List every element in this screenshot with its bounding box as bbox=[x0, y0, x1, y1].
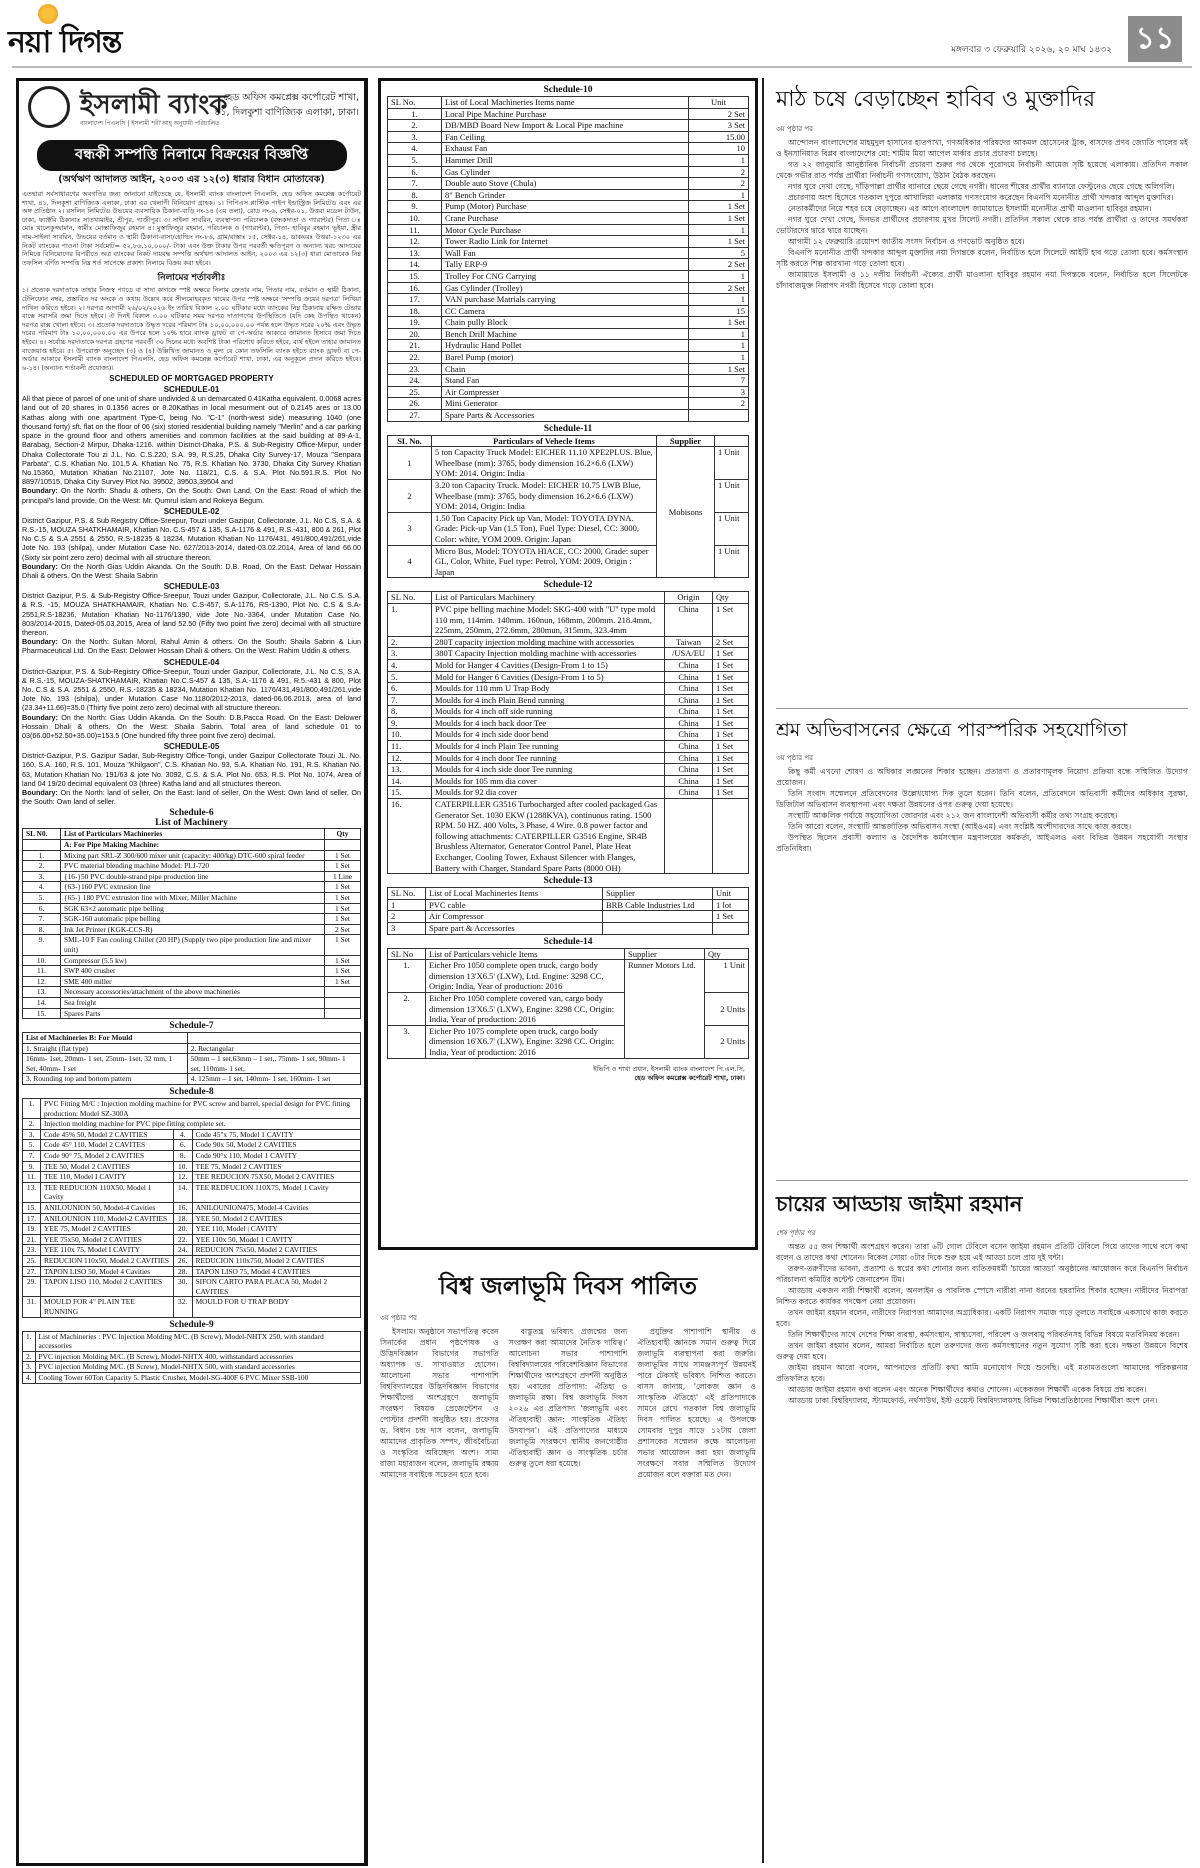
masthead-divider bbox=[12, 66, 1192, 68]
table-row: 1. PVC pipe belling machine Model: SKG-400 with "U" type mold 110 mm, 114mm. 140mm. 160nun, 168mm, 200mm. 218.4mm, 225mm, 250mm, 272.6mm, 280mun, 315mm, 323.4mm China 1 Set bbox=[388, 603, 749, 636]
schedule-7-title: Schedule-7 bbox=[169, 1021, 214, 1032]
paragraph: আন্দোলন বাংলাদেশের মাহমুদুল হাসানের হাতপাখা, গণঅধিকার পরিষদের আকমল হোসেনের ট্রাক, বাসদের প্রণব জ্যোতি পালের মই ও ইনসানিয়াত বিপ্লব বাংলাদেশের মো: শামীম মিয়া আপেল মার্কার প্রচার প্রচারণা চলছে। bbox=[776, 138, 1188, 158]
schedule-05-boundary: Boundary: On the North: land of seller, On the East: land of seller, On the West: Own land of seller, On the South: Own land of seller. bbox=[22, 788, 362, 807]
table-row: 2 Air Compressor 1 Set bbox=[388, 911, 749, 923]
article-headline[interactable]: বিশ্ব জলাভূমি দিবস পালিত bbox=[438, 1272, 698, 1300]
table-row: 3. PVC injection Molding M/C. (B Screw), Model-NHTX 500, with standard accessories bbox=[23, 1362, 361, 1373]
paragraph: উপস্থিত ছিলেন প্রবাসী কল্যাণ ও বৈদেশিক কর্মসংস্থান মন্ত্রণালয়ের কর্মকর্তা, আইএলও এবং বিভিন্ন উন্নয়ন সহযোগী সংস্থার প্রতিনিধিরা। bbox=[776, 833, 1188, 853]
masthead bbox=[0, 0, 1200, 62]
table-row: 7. Moulds for 4 inch Plain Bend running China 1 Set bbox=[388, 694, 749, 706]
schedule-01-boundary: Boundary: On the North: Shadu & others, On the South: Own Land, On the East: Road of which the principal's land provide, On the West: Mr. Qumrul islam and Rokeya Begum. bbox=[22, 486, 362, 505]
paragraph: জামায়াতে ইসলামী ও ১১ দলীয় নির্বাচনী ঐক্যের প্রার্থী মাওলানা হাবিবুর রহমান নয়া দিগন্তকে বলেন, নির্বাচিত হলে সিলেটকে চাঁদাবাজমুক্ত নিরাপদ নগরী হিসেবে গড়ে তোলা হবে। bbox=[776, 270, 1188, 290]
table-row: 22. Barel Pump (motor) 1 bbox=[388, 352, 749, 364]
newspaper-logo[interactable]: নয়া দিগন্ত bbox=[8, 18, 121, 69]
schedule-8-title: Schedule-8 bbox=[169, 1087, 214, 1098]
table-row: 11. SWP 400 crusher 1 Set bbox=[23, 966, 361, 977]
table-row: 3 1.50 Ton Capacity Pick up Van, Model: TOYOTA DYNA. Grade: Pick-up Van (1.5 Ton), Fuel Type: Diesel, CC: 3000, Color: white, YOM 2009. Origin: Japan 1 Unit bbox=[388, 512, 749, 545]
paragraph: তখন জাইমা রহমান বলেন, আমরা নির্বাচিত হলে তরুণদের জন্য কর্মসংস্থানের নতুন সুযোগ সৃষ্টি করা হবে। দক্ষতা উন্নয়নে বিশেষ গুরুত্ব দেয়া হবে। bbox=[776, 1341, 1188, 1361]
schedule-14-title: Schedule-14 bbox=[543, 936, 593, 947]
article-headline[interactable]: চায়ের আড্ডায় জাইমা রহমান bbox=[776, 1192, 1023, 1216]
article-headline[interactable]: মাঠ চষে বেড়াচ্ছেন হাবিব ও মুক্তাদির bbox=[776, 87, 1096, 112]
table-row: 8. Ink Jet Printer (KGK-CCS-R) 2 Set bbox=[23, 924, 361, 935]
paragraph: তিনি আরো বলেন, সংস্থাটি আন্তর্জাতিক অভিবাসন সংস্থা (আইওএম) এবং সংশ্লিষ্ট অংশীদারদের সাথে কাজ করছে। bbox=[788, 822, 1132, 831]
table-row: 3. Eicher Pro 1075 complete open truck, cargo body dimension 16'X6.7' (LXW), Engine: 3298 CC. Origin: India, Year of production: 2016 2 Units bbox=[388, 1025, 749, 1058]
table-row: 15. Spares Parts bbox=[23, 1008, 361, 1019]
table-row: 3. Code 45% 50, Model 2 CAVITIES 4. Code 45"x 75, Model 1 CAVITY bbox=[23, 1129, 361, 1140]
article-divider bbox=[776, 1180, 1188, 1181]
table-row: 23. Chain 1 Set bbox=[388, 363, 749, 375]
schedule-6-table: SL N0. List of Particulars Machineries Qty A: For Pipe Making Machine: 1. Mixing part SRL-Z 300/600 mixer unit (capacity: 400/kg) DTC-600 spiral feeder 1 Set 2. PVC material blending machine Model: PLJ-720 1 Set 3. {16-}50 PVC double-strand pipe production line 1 Line 4. {63-}160 PVC extrusion line 1 Set 5. {65-} 180 PVC extrusion line with Mixer, Miller Machine 1 Set 6. SGK 63×2 automatic pipe belling 1 Set 7. SGK-160 automatic pipe belling 1 Set 8. Ink Jet Printer (KGK-CCS-R) 2 Set 9. SML-10 F Fan cooling Chiller (20 HP) (Supply two pipe production line and mixer unit) 1 Set 10. Compressor (5.5 kw) 1 Set 11. SWP 400 crusher 1 Set 12. SME 400 miller 1 Set 13. Necessary accessories/attachment of the above machineries 14. Sea freight 15. Spares Parts bbox=[22, 828, 361, 1019]
table-row: 11. Motor Cycle Purchase 1 bbox=[388, 224, 749, 236]
table-row: 9. Pump (Motor) Purchase 1 Set bbox=[388, 201, 749, 213]
table-row: 16. CATERPILLER G3516 Turbocharged after cooled packaged Gas Generator Set. 1030 EKW (1288KVA), continuous rating. 1500 RPM. 50 HZ. 400 Volts, 3 Phase, 4 Wire. 0.8 power factor and following attachments: CATERPILLER G3516 Engine, SR4B Brushless Alternator, Generator Control Panel, Plate Heat Exchanger, Cooling Tower, Exhaust Silencer with Flanges, Battery with Charger, Standard Spare Parts (8000 OH) bbox=[388, 799, 749, 874]
page-number: ১১ bbox=[1128, 16, 1182, 62]
article-zaima-rahman[interactable] bbox=[776, 1188, 1188, 1406]
table-row: 6. SGK 63×2 automatic pipe belling 1 Set bbox=[23, 903, 361, 914]
paragraph: নগর ঘুরে দেখা গেছে, দাঁড়িপাল্লা প্রার্থীর ব্যানারে ছেয়ে গেছে নগরী। ধানের শীষের প্রার্থীর ব্যানারে ফেস্টুনেও ছেয়ে গেছে অলিগলি। bbox=[788, 182, 1175, 191]
table-row: 4. Exhaust Fan 10 bbox=[388, 143, 749, 155]
table-row: 1 PVC cable BRB Cable Industries Ltd 1 lot bbox=[388, 899, 749, 911]
article-kicker: ৩য় পৃষ্ঠার পর bbox=[380, 1314, 417, 1322]
table-row: 11. TEE 110, Model I CAVITY 12. TEE REDUCION 75X50, Model 2 CAVITIES bbox=[23, 1172, 361, 1183]
schedule-12-title: Schedule-12 bbox=[543, 580, 593, 591]
table-row: 3. Fan Ceiling 15.00 bbox=[388, 131, 749, 143]
schedule-12-table: SL No. List of Particulars Machinery Origin Qty 1. PVC pipe belling machine Model: SKG-400 with "U" type mold 110 mm, 114mm. 140mm. 160nun, 168mm, 200mm. 218.4mm, 225mm, 250mm, 272.6mm, 280mun, 315mm, 323.4mm China 1 Set 2. 280T capacity injection molding machine with accessories Taiwan 2 Set 3. 380T Capacity Injection molding machine with accessories /USA/EU 1 Set 4. Mold for Hanger 4 Cavities (Design-From 1 to 15) China 1 Set 5. Mold for Hanger 6 Cavities (Design-From 1 to 5) China 1 Set 6. Moulds for 110 mm U Trap Body China 1 Set 7. Moulds for 4 inch Plain Bend running China 1 Set 8. Moulds for 4 inch off side running China 1 Set 9. Moulds for 4 inch back door Tee China 1 Set 10. Moulds for 4 inch side door bend China 1 Set 11. Moulds for 4 inch Plain Tee running China 1 Set 12. Moulds for 4 inch door Tee running China 1 Set 13. Moulds for 4 inch side door Tee running China 1 Set 14. Moulds for 105 mm dia cover China 1 Set 15. Moulds for 92 dia cover China 1 Set 16. CATERPILLER G3516 Turbocharged after cooled packaged Gas Generator Set. 1030 EKW (1288KVA), continuous rating. 1500 RPM. 50 HZ. 400 Volts, 3 Phase, 4 Wire. 0.8 power factor and following attachments: CATERPILLER G3516 Engine, SR4B Brushless Alternator, Generator Control Panel, Plate Heat Exchanger, Cooling Tower, Exhaust Silencer with Flanges, Battery with Charger, Standard Spare Parts (8000 OH) bbox=[387, 591, 749, 874]
article-body bbox=[776, 137, 1188, 291]
paragraph: তিনি শিক্ষার্থীদের সাথে দেশের শিক্ষা ব্যবস্থা, কর্মসংস্থান, স্বাস্থ্যসেবা, পরিবেশ ও জলবায়ু পরিবর্তনসহ বিভিন্ন বিষয়ে মতবিনিময় করেন। bbox=[788, 1330, 1180, 1339]
table-row: 14. Tally ERP-9 2 Set bbox=[388, 259, 749, 271]
conditions-title: নিলামের শর্তাবলীঃ bbox=[157, 273, 226, 284]
table-row: 25. Air Compresser 3 bbox=[388, 386, 749, 398]
table-row: 6. Moulds for 110 mm U Trap Body China 1 Set bbox=[388, 683, 749, 695]
table-row: 2. PVC material blending machine Model: PLJ-720 1 Set bbox=[23, 861, 361, 872]
table-row: 14. Sea freight bbox=[23, 997, 361, 1008]
table-row: 6. Gas Cylinder 2 bbox=[388, 166, 749, 178]
schedule-04-boundary: Boundary: On the North: Gias Uddin Akanda. On the South: D.B.Pacca Road. On the East: Delower Hossain Dhali & others. On the West: Shaila Sabrin. Total area of land schedule 01 to 03(66.00+52.50+35.00)=153.5 (One hundred fifty three point five zero) decimal. bbox=[22, 712, 362, 740]
issue-date: মঙ্গলবার ৩ ফেব্রুয়ারি ২০২৬, ২০ মাঘ ১৪৩২ bbox=[951, 45, 1112, 55]
schedule-11-title: Schedule-11 bbox=[543, 423, 593, 434]
table-row: 1. Mixing part SRL-Z 300/600 mixer unit (capacity: 400/kg) DTC-600 spiral feeder 1 Set bbox=[23, 850, 361, 861]
article-body bbox=[776, 1241, 1188, 1406]
article-habib-muktadir[interactable] bbox=[776, 82, 1188, 291]
table-row: 16. Gas Cylinder (Trolley) 2 Set bbox=[388, 282, 749, 294]
table-row: 2. Eicher Pro 1050 complete covered van, cargo body dimension 13'X6.5' (LXW), Engine: 3298 CC, Origin: India, Year of production: 2016 2 Units bbox=[388, 992, 749, 1025]
article-labour-migration[interactable] bbox=[776, 716, 1188, 854]
table-row: 1 5 ton Capacity Truck Model: EICHER 11.10 XPE2PLUS. Blue, Wheelbase (mm): 3765, body dimension 16.2×6.6 (LXW) YOM: 2014. Origin: India Mobisons 1 Unit bbox=[388, 447, 749, 480]
table-row: 2. PVC injection Molding M/C. (B Screw), Model-NHTX 400, withstandard accessories bbox=[23, 1351, 361, 1362]
table-row: 1. List of Machineries : PVC Injection Molding M/C. (B Screw), Model-NHTX 250, with standard accessories bbox=[23, 1331, 361, 1351]
schedule-05-text: District-Gazipur, P.S. Gazipur Sadar, Sub-Registry Office-Tongi, under Gazipur Collectorate Touzi JL. No. 160, S.A. 160, R.S. 101, Mouza "Khilgaon", C.S. Khatian No. 93, S.A. Khatian No. 191, R.S. Khatian No. 63, Mutation Khatian No. 191/63 & jote No. 3092, C.S. & S.A. Plot No. 653, R.S. Plot No. 1074, Area of land 04 19/20 decimal equivalent 03 (three) Katha land and all structures thereon. bbox=[22, 751, 361, 788]
table-row: 18. CC Camera 15 bbox=[388, 305, 749, 317]
table-row: 11. Moulds for 4 inch Plain Tee running China 1 Set bbox=[388, 741, 749, 753]
article-divider bbox=[776, 708, 1188, 709]
column-divider bbox=[762, 78, 764, 1863]
article-headline[interactable]: শ্রম অভিবাসনের ক্ষেত্রে পারস্পরিক সহযোগিতা bbox=[776, 719, 1128, 741]
table-row: 10. Crane Purchase 1 Set bbox=[388, 212, 749, 224]
article-columns bbox=[380, 1326, 756, 1480]
table-row: 3. Rounding top and bottom pattern 4. 125mm – 1 set, 140mm- 1 set, 160mm- 1 set bbox=[23, 1074, 361, 1085]
table-row: 26. Mini Generator 2 bbox=[388, 398, 749, 410]
table-row: 9. SML-10 F Fan cooling Chiller (20 HP) (Supply two pipe production line and mixer unit) 1 Set bbox=[23, 935, 361, 955]
table-row: 19. YEE 75, Model 2 CAVITIES 20. YEE 110, Model | CAVITY bbox=[23, 1224, 361, 1235]
table-row: 29. TAPON LISO 110, Model 2 CAVITIES 30. SIFON CARTO PARA PLACA 50, Model 2 CAVITIES bbox=[23, 1277, 361, 1297]
table-row: 1. Straight (flat type) 2. Rectangular bbox=[23, 1043, 361, 1054]
table-row: 8. Moulds for 4 inch off side running China 1 Set bbox=[388, 706, 749, 718]
table-row: 17. ANILOUNION 110, Model-2 CAVITIES 18. YEE 50, Model 2 CAVITIES bbox=[23, 1213, 361, 1224]
table-row: 17. VAN purchase Matrials carrying 1 bbox=[388, 294, 749, 306]
table-row: 13. Necessary accessories/attachment of the above machineries bbox=[23, 987, 361, 998]
article-kicker: ৩য় পৃষ্ঠার পর bbox=[776, 125, 813, 133]
paragraph: আড্ডায় একজন নারী শিক্ষার্থী বলেন, অনলাইন ও পাবলিক স্পেসে নারীরা নানা ধরনের হয়রানির শিকার হচ্ছেন। নারীদের নিরাপত্তা নিশ্চিত করতে কার্যকর পদক্ষেপ নেয়া প্রয়োজন। bbox=[776, 1286, 1188, 1306]
table-row: 13. Moulds for 4 inch side door Tee running China 1 Set bbox=[388, 764, 749, 776]
schedule-13-title: Schedule-13 bbox=[543, 876, 593, 887]
schedule-6-title: Schedule-6 List of Machinery bbox=[155, 808, 228, 829]
table-row: 7. SGK-160 automatic pipe belling 1 Set bbox=[23, 914, 361, 925]
signature-block: ইভিপি ও শাখা প্রধান, ইসলামী ব্যাংক বাংলাদেশ পি.এল.সি, হেড অফিস কমপ্লেক্স কর্পোরেট শাখা, ঢাকা। bbox=[593, 1064, 745, 1082]
table-row: 3 Spare part & Accessories bbox=[388, 922, 749, 934]
schedule-9-table bbox=[22, 1331, 361, 1384]
schedule-01-text: All that piece of parcel of one unit of share undivided & un demarcated 0.41Katha equivalent. 0.0068 acres land out of 20 shares in 0.1356 acres or 8.20Kathas in local mesurment out of 0.2145 ares or 13.00 Kathas along with one apartment Type-C, being No. "C-1" (north-west side) measuring 1040 (one thousand forty) sft. flat on the floor of 06 (six) storied residential building namely "Merlin" and a car parking space in the ground floor and others amenities and common facilities at the said building at 89-A-1, Barabag, Section-2 Mirpur, Dhaka-1216. within District-Dhaka, P.S. & Sub-Registry Office-Mirpur, under Dhaka Collectorate Tou zi J.L. No. C.S.220, S.A. 99, R.S.25, Dhaka City Survey-17, Mouza "Senpara Parbata", C.S. Khatian No. 101,5 A. Khatian No. 75, R.S. Khatian No. 3730, Dhaka City Survey Khatian No.15360, Mutation Khatian No.21107, Jote No. 118/21, C.S. & S.A. Plot No.591.R.S. Plot No 8897/10515, Dhaka City Survey Plot No. 39502, 39503,39504 and bbox=[22, 394, 361, 487]
paragraph: তরুণ-তরুণীদের ভাবনা, প্রত্যাশা ও স্বপ্নের কথা শোনার জন্য ব্যতিক্রমধর্মী 'চায়ের আড্ডা' অনুষ্ঠানের আয়োজন করে বিএনপি নির্বাচন পরিচালনা কমিটির কন্টেন্ট জেনারেশন টিম। bbox=[776, 1264, 1188, 1284]
schedule-03-text: District Gazipur, P.S. & Sub-Registry Office-Sreepur, Touzi under Gazipur, Collectorate, J.L. No C.S. S.A. & R.S. -15, MOUZA SHATKHAMAIR, Khatian No. C.S-457, S.A-1176, RS-1390, Plot No. C.S & S.A-2551,R.S-18236, Mutation Khatian No-1176/1390, vide Jote No.-3364, under Mutation Case No. 803/2014-2015, Dated-05.03.2015, Area of land 52.50 (Fifty two point five zero) decimal with all structure thereon. bbox=[22, 591, 361, 637]
table-row: 15. Moulds for 92 dia cover China 1 Set bbox=[388, 787, 749, 799]
schedule-02-title: SCHEDULE-02 bbox=[163, 506, 220, 516]
table-row: 15. Trolley For CNG Carrying 1 bbox=[388, 270, 749, 282]
paragraph: অন্তত ৫৫ জন শিক্ষার্থী অংশগ্রহণ করেন। তারা ৬টি গোল টেবিলে বসেন জাইমা রহমান প্রতিটি টেবিলে গিয়ে তাদের সাথে বসে কথা বলেন ও তাদের কথা শোনেন। বিকেল সোয়া ৩টার দিকে শুরু হয়ে এই আড্ডা চলে প্রায় দুই ঘন্টা। bbox=[776, 1242, 1188, 1262]
bank-emblem-icon bbox=[28, 86, 70, 128]
table-row: 21. Hydraulic Hand Pollet 1 bbox=[388, 340, 749, 352]
table-row: 21. YEE 75x50, Model 2 CAVITIES 22. YEE 110x 50, Model 1 CAVITY bbox=[23, 1234, 361, 1245]
schedule-05-title: SCHEDULE-05 bbox=[163, 742, 220, 752]
schedule-7-table: List of Machineries B: For Mould 1. Straight (flat type) 2. Rectangular 16mm- 1set, 20mm- 1 set, 25mm- 1set, 32 mm, 1 Set, 40mm- 1 set 50mm – 1 set,63mm – 1 set,, 75mm- 1 set, 90mm- 1 set, 110mm- 1 set, 3. Rounding top and bottom pattern 4. 125mm – 1 set, 140mm- 1 set, 160mm- 1 set bbox=[22, 1032, 361, 1085]
branch-address: হেড অফিস কমপ্লেক্স কর্পোরেট শাখা, ৪১, দিলকুশা বাণিজ্যিক এলাকা, ঢাকা। bbox=[214, 92, 359, 118]
article-column: বাস্তুতন্ত্র ভবিষ্যৎ প্রজন্মের জন্য সংরক্ষণ করা আমাদের নৈতিক দায়িত্ব।' আলোচনা সভার পাশাপাশি বিশ্ববিদ্যালয়ের পরিবেশবিজ্ঞান বিভাগের শিক্ষার্থীদের অংশগ্রহণে প্রদর্শনী অনুষ্ঠিত হয়। এবারের প্রতিপাদ্য: ঐতিহ্য ও জলাভূমি রক্ষা। বিশ্ব জলাভূমি দিবস ২০২৬ এর প্রতিপাদ্য 'জলাভূমি এবং ঐতিহ্যবাহী জ্ঞান: সাংস্কৃতিক ঐতিহ্য উদযাপন'। এই প্রতিপাদ্যের মাধ্যমে জলাভূমি সংরক্ষণে স্থানীয় জনগোষ্ঠীর ঐতিহ্যবাহী জ্ঞান ও সাংস্কৃতিক চর্চার গুরুত্ব তুলে ধরা হয়েছে। bbox=[508, 1327, 628, 1468]
table-row: 2 3.20 ton Capacity Truck. Model: EICHER 10.75 LWB Blue, Wheelbase (mm): 3765, body dimension 16.2×6.6 (LXW) YOM: 2014, Origin: India 1 Unit bbox=[388, 480, 749, 513]
schedule-04-text: District-Gazipur, P.S. & Sub-Registry Office-Sreepur, Touzi under Gazipur, Collectorate, J.L. No C.S, S.A. & R.S.-15, MOUZA-SHATKHAMAIR, Khatian No.C.S-457 & 135, S.A.-1176 & 491, R.5.-431 & 800, Plot No. C.S & S.A. 2551 & 2550, R.S.-18235 & 18234, Mutation Khatian No. 1176/431,491/800,491/261,vide Jote No. 193 (shilpa), under Mutation Case No.1180/2012-2013, dated-06.06.2013, area of land (23.34+11.66)=35.0 (Thirty five point zero zero) decimal with all structure thereon. bbox=[22, 666, 361, 713]
table-row: 13. Wall Fan 5 bbox=[388, 247, 749, 259]
table-row: 12. Moulds for 4 inch door Tee running China 1 Set bbox=[388, 752, 749, 764]
schedule-11-table: SL No. Particulars of Vehecle Items Supplier 1 5 ton Capacity Truck Model: EICHER 11.10 XPE2PLUS. Blue, Wheelbase (mm): 3765, body dimension 16.2×6.6 (LXW) YOM: 2014. Origin: India Mobisons 1 Unit 2 3.20 ton Capacity Truck. Model: EICHER 10.75 LWB Blue, Wheelbase (mm): 3765, body dimension 16.2×6.6 (LXW) YOM: 2014, Origin: India 1 Unit 3 1.50 Ton Capacity Pick up Van, Model: TOYOTA DYNA. Grade: Pick-up Van (1.5 Ton), Fuel Type: Diesel, CC: 3000, Color: white, YOM 2009. Origin: Japan 1 Unit 4 Micro Bus, Model: TOYOTA HIACE, CC: 2000, Grade: super GL, Color, White, Fuel type: Petrol, YOM: 2009, Origin : Japan 1 Unit bbox=[387, 435, 749, 579]
table-row: 19. Chain pully Block 1 Set bbox=[388, 317, 749, 329]
paragraph: কিছু কর্মী এখনো শোষণ ও অধিকার লঙ্ঘনের শিকার হচ্ছেন। প্রতারণা ও প্রতারণামূলক নিয়োগ প্রক্রিয়া বন্ধে সম্মিলিত উদ্যোগ প্রয়োজন। bbox=[776, 767, 1188, 787]
notice-title: বন্ধকী সম্পত্তি নিলামে বিক্রয়ের বিজ্ঞপ্তি bbox=[37, 140, 347, 171]
paragraph: বিএনপি মনোনীত প্রার্থী খন্দকার আব্দুল মুক্তাদির নয়া দিগন্তকে বলেন, নির্বাচিত হলে সিলেটে আইটি হাব গড়ে তোলা হবে। কর্মসংস্থান সৃষ্টি করতে শিল্প কারখানা গড়ে তোলা হবে। bbox=[776, 248, 1188, 268]
table-row: 14. Moulds for 105 mm dia cover China 1 Set bbox=[388, 775, 749, 787]
article-body bbox=[776, 766, 1188, 854]
conditions-text: ১। প্রত্যেক দরদাতাকে তাহার নিজস্ব প্যাডে বা সাদা কাগজে স্পষ্ট অক্ষরে নিলাম ক্রেতার নাম, পিতার নাম, বর্তমান ও স্থায়ী ঠিকানা, টেলিফোন নম্বর, প্রস্তাবিত দর অংকে ও কথায় উল্লেখ করে সীলমোহরকৃত খামের উপর স্পষ্ট অক্ষরে 'সম্পত্তি ক্রয়ের দরপত্র' লিখিয়া দাখিল করিতে হইবে। ২। দরপত্র আগামী ২৬/০২/২০২৬ ইং তারিখ বিকাল ২.০০ ঘটিকার মধ্যে ব্যাংকের নিম্ন ঠিকানায় রক্ষিত টেন্ডার বাক্সে সরাসরি জমা দিতে হইবে। ঐ দিনই বিকাল ৩.০০ ঘটিকার সময় দরপত্র দাতাগণের উপস্থিতিতে (যদি কেহ উপস্থিত থাকেন) দরপত্র বাক্স খোলা হইবে। ৩। প্রত্যেক দরদাতাকে উদ্ধৃত দরের পরিমাণ টাঃ ১০,০০,০০০.০০ পর্যন্ত হলে উদ্ধৃত দরের ২০% এবং উদ্ধৃত দরের পরিমাণ টাঃ ১০,০০,০০০.০০ এর উপরে হলে ১০% হারে ব্যাংক ড্রাফট বা পে-অর্ডার আকারে জামানত হিসাবে জমা দিতে হইবে। ৪। সর্বোচ্চ দরদাতাকে দরপত্র গ্রহণের পরবর্তী ৩০ দিনের মধ্যে অবশিষ্ট টাকা পরিশোধ করিতে হইবে, ব্যর্থ হইলে তাহার জামানত বাজেয়াপ্ত হইবে। ৫। উপরোক্ত অনুচ্ছেদ (৩) ও (৪) উল্লিখিত জামানত ও মূল্য যে কোন তফসিলি ব্যাংক হইতে ব্যাংক ড্রাফট বা পে-অর্ডার আকারে ইসলামী ব্যাংক বাংলাদেশ পিএলসি, হেড অফিস কমপ্লেক্স কর্পোরেট শাখা, ঢাকা, এর অনুকূলে প্রদান করিতে হইবে। ৬-১৪। (অন্যান্য শর্তাবলী প্রযোজ্য)। bbox=[22, 286, 361, 372]
schedule-02-boundary: Boundary: On the North Gias Uddin Akanda. On the South: D.B. Road, On the East: Delwar Hossain Dhali & others. On the West: Shaila Sabrin bbox=[22, 561, 362, 580]
table-row: 9. TEE 50, Model 2 CAVITIES 10. TEE 75, Model 2 CAVITIES bbox=[23, 1161, 361, 1172]
table-row: 10. Moulds for 4 inch side door bend China 1 Set bbox=[388, 729, 749, 741]
paragraph: আড্ডায় ঢাকা বিশ্ববিদ্যালয়, স্ট্যামফোর্ড, নর্থসাউথ, ইস্ট ওয়েস্ট বিশ্ববিদ্যালয়সহ বিভিন্ন শিক্ষাপ্রতিষ্ঠানের শিক্ষার্থীরা অংশ নেন। bbox=[788, 1396, 1158, 1405]
table-row: 4. Mold for Hanger 4 Cavities (Design-From 1 to 15) China 1 Set bbox=[388, 659, 749, 671]
schedule-13-table: SL No. List of Local Machineries Items Supplier Unit 1 PVC cable BRB Cable Industries Ltd 1 lot 2 Air Compressor 1 Set 3 Spare part & Accessories bbox=[387, 887, 749, 934]
table-row: 31. MOULD FOR 4" PLAIN TEE RUNNING 32. MOULD FOR U TRAP BODY bbox=[23, 1297, 361, 1317]
schedule-01-title: SCHEDULE-01 bbox=[163, 385, 220, 395]
table-row: 2. 280T capacity injection molding machine with accessories Taiwan 2 Set bbox=[388, 636, 749, 648]
table-row: 4. Cooling Tower 60Ton Capacity 5. Plastic Crusher, Model-SG-400F 6 PVC Mixer SSB-100 bbox=[23, 1372, 361, 1383]
schedule-10-title: Schedule-10 bbox=[543, 85, 593, 95]
table-row: 7. Double auto Stove (Chula) 2 bbox=[388, 178, 749, 190]
schedule-03-boundary: Boundary: On the North: Sultan Morol, Rahul Amin & others. On the South: Shaila Sabrin & Liun Pharmaceutical Ltd. On the East: Delower Hossain Dhali & others. On the West: Rahim Uddin & others. bbox=[22, 637, 362, 656]
paragraph: নেতাকর্মীদের নিয়ে শহর চষে বেড়াচ্ছেন। এর আগে বাংলাদেশ জামায়াতে ইসলামী মনোনীত প্রার্থী মাওলানা হাবিবুর রহমান। bbox=[788, 204, 1152, 213]
paragraph: তখন জাইমা রহমান বলেন, নারীদের নিরাপত্তা আমাদের অগ্রাধিকার। একটি নিরাপদ সমাজ গড়ে তুলতে সবাইকে একসাথে কাজ করতে হবে। bbox=[776, 1308, 1188, 1328]
schedule-03-title: SCHEDULE-03 bbox=[163, 582, 220, 592]
table-row: 1. Eicher Pro 1050 complete open truck, cargo body dimension 13'X6.5' (LXW), Ltd. Engine: 3298 CC, Origin: India, Year of production: 2016 Runner Motors Ltd. 1 Unit bbox=[388, 960, 749, 993]
schedule-main-title: SCHEDULED OF MORTGAGED PROPERTY bbox=[109, 374, 274, 384]
bank-name: ইসলামী ব্যাংক bbox=[80, 90, 228, 120]
table-row: 27. TAPON LISO 50, Model 4 Cavities 28. TAPON LISO 75, Model 4 CAVITIES bbox=[23, 1266, 361, 1277]
article-column: প্রযুক্তির পাশাপাশি স্থানীয় ও ঐতিহ্যবাহী জ্ঞানকে সমান গুরুত্ব দিয়ে জলাভূমি ব্যবস্থাপনা করা জরুরি। জলাভূমির সাথে সামঞ্জস্যপূর্ণ উন্নয়নই পারে টেকসই ভবিষ্যৎ নিশ্চিত করতে। বাসস জানায়, 'লোকজ জ্ঞান ও সাংস্কৃতিক ঐতিহ্যে' এই প্রতিপাদ্যকে সামনে রেখে গতকাল বিশ্ব জলাভূমি দিবস পালিত হয়েছে। এ উপলক্ষে সোমবার দুপুর সাড়ে ১২টায় জেলা প্রশাসকের সম্মেলন কক্ষে আলোচনা সভার আয়োজন করা হয়। জলাভূমি সংরক্ষণে সবার সম্মিলিত উদ্যোগ প্রয়োজন বলে বক্তারা মত দেন। bbox=[637, 1327, 757, 1479]
table-row: 7. Code 90° 75, Model 2 CAVITIES 8. Code 90°x 110, Model 1 CAVITY bbox=[23, 1151, 361, 1162]
table-row: 4 Micro Bus, Model: TOYOTA HIACE, CC: 2000, Grade: super GL, Color, White, Fuel type: Petrol, YOM: 2009, Origin : Japan 1 Unit bbox=[388, 545, 749, 578]
paragraph: আড্ডায় জাইমা রহমান কথা বলেন এবং অনেক শিক্ষার্থীদের কথাও শোনেন। একেকজন শিক্ষার্থী একেক বিষয়ে প্রশ্ন করেন। bbox=[788, 1385, 1147, 1394]
table-row: 12. Tower Radio Link for Internet 1 Set bbox=[388, 236, 749, 248]
article-kicker: ৩য় পৃষ্ঠার পর bbox=[776, 754, 813, 762]
table-row: 24. Stand Fan 7 bbox=[388, 375, 749, 387]
paragraph: সংস্থাটি আঞ্চলিক পর্যায়ে সহযোগিতা জোরদার এবং ২১২ জন বাংলাদেশী অভিবাসী কর্মীর তথ্য সংগ্রহ করেছে। bbox=[788, 811, 1118, 820]
paragraph: জাইমা রহমান আরো বলেন, আপনাদের প্রতিটি কথা আমি মনোযোগ দিয়ে শুনেছি। এই মতামতগুলো আমাদের পরিকল্পনায় প্রতিফলিত হবে। bbox=[776, 1363, 1188, 1383]
paragraph: আগামী ১২ ফেব্রুয়ারি ত্রয়োদশ জাতীয় সংসদ নির্বাচন ও গণভোট অনুষ্ঠিত হবে। bbox=[788, 237, 1025, 246]
table-row: 27. Spare Parts & Accessories bbox=[388, 410, 749, 422]
table-row: 3. 380T Capacity Injection molding machine with accessories /USA/EU 1 Set bbox=[388, 648, 749, 660]
table-row: 15. ANILOUNION 50, Model-4 Cavities 16. ANILOUNION475, Model-4 Cavities bbox=[23, 1203, 361, 1214]
sun-logo-icon bbox=[38, 4, 58, 24]
table-row: 2. DB/MBD Board New Import & Local Pipe machine 3 Set bbox=[388, 120, 749, 132]
table-row: 5. Code 45° 110, Model 2 CAVITES 6. Code 90x 50, Model 2 CAVITIES bbox=[23, 1140, 361, 1151]
auction-notice-left bbox=[16, 78, 368, 1866]
article-column: ইসলাম। অনুষ্ঠানে সভাপতিত্ব করেন সিনার্কের প্রধান পৃষ্ঠপোষক ও উদ্ভিদবিজ্ঞান বিভাগের সভাপতি অধ্যাপক ড. সাখাওয়াত হোসেন। আলোচনা সভার পাশাপাশি বিশ্ববিদ্যালয়ের উদ্ভিদবিজ্ঞান বিভাগের শিক্ষার্থীদের অংশগ্রহণে জলাভূমি সংরক্ষণ বিষয়ক প্রেজেন্টেশন ও পোস্টার প্রদর্শনী অনুষ্ঠিত হয়। প্রফেসর ড. বিধান চন্দ্র দাস বলেন, জলাভূমি আমাদের প্রাকৃতিক সম্পদ, জীববৈচিত্র্য ও সংস্কৃতির অবিচ্ছেদ্য অংশ। সাম্য রাজা মহারাজন বলেন, জলাভূমি রক্ষায় আমাদের সবাইকে সচেতন হতে হবে। bbox=[380, 1327, 499, 1479]
table-row: 10. Compressor (5.5 kw) 1 Set bbox=[23, 955, 361, 966]
notice-intro: এতদ্বারা সর্বসাধারণের অবগতির জন্য জানানো যাইতেছে যে, ইসলামী ব্যাংক বাংলাদেশ পিএলসি, হেড অফিস কমপ্লেক্স কর্পোরেট শাখা, ৪১, দিলকুশা বাণিজ্যিক এলাকা, ঢাকা এর খেলাপী বিনিয়োগ গ্রাহক। ১। পিপিএস প্লাস্টিক পাইপ ইন্ডাস্ট্রিজ লিমিটেড এবং এর অঙ্গ প্রতিষ্ঠান ২। রসলিন লিমিটেড উভয়ের ব্যবসায়িক ঠিকানা-বাড়ি নং-১৪ (৩য় তলা), রোড নং-৬, সেক্টর-০১, উত্তরা মডেল টাউন, ঢাকা, ফ্যাক্টরি ঠিকানাঃ সাতখামাইর, শ্রীপুর, গাজীপুর। ৩। সাইলা সাবরিন, ব্যবস্থাপনা পরিচালক (বন্ধকদাতা ও গ্যারান্টর) পিতা ঃ মোঃ খালেকুজ্জামান, স্বামীঃ মোস্তাফিজুর রহমান ৪। মুস্তাফিজুর রহমান, পরিচালক ও (গ্যারান্টর), পিতা- হাবিবুর রহমান ভূইয়া, স্ত্রীর নাম-সাইলা সাবরিন, উভয়ের বর্তমান ও স্থায়ী ঠিকানা-বাসা/হোল্ডিং নং-৮৬, গ্রাম/রাস্তাঃ ১৫, সেক্টর-১৪, ডাকঘরঃ উত্তরা-১২৩০ এর নিকট ব্যাংকের পাওনা টাকা সর্বমোট= ৫২,৮৬,১০,০০০/- টাকা এবং উক্ত টাকার উপর পরবর্তী ক্ষতিপূরণ ও অন্যান্য খরচ আদায়ের নিমিত্তে বিনিয়োগের বিপরীতে অত্র ব্যাংকের নিকট দায়বদ্ধ সম্পত্তি অর্থঋণ আদালত আইন, ২০০৩ এর ১২(৩) ধারা মোতাবেক নিম্ন তফসিল বর্ণিত সম্পত্তি নিম্ন শর্ত সাপেক্ষে প্রকাশ্য নিলামে বিক্রয় করা হইবে। bbox=[22, 190, 361, 267]
auction-notice-middle bbox=[378, 78, 758, 1250]
bank-subtitle: বাংলাদেশ পিএলসি | ইসলামী শরী'আহ্ অনুযায়ী পরিচালিত bbox=[80, 120, 220, 127]
paragraph: গত ২২ জানুয়ারি আনুষ্ঠানিক নির্বাচনী প্রচারণা শুরুর পর থেকে পুরোদমে নির্বাচনী আমেজ সৃষ্টি হয়েছে এলাকায়। প্রতিদিন সকাল থেকে গভীর রাত পর্যন্ত প্রার্থীরা নির্বাচনী গণসংযোগ, উঠান বৈঠক করছেন। bbox=[776, 160, 1188, 180]
schedule-8-table: 1. PVC Fitting M/C : Injection molding machine for PVC screw and barrel, special design for PVC fitting production: Model SZ-300A 2. Injection molding machine for PVC pipe fitting complete set. 3. Code 45% 50, Model 2 CAVITIES 4. Code 45"x 75, Model 1 CAVITY 5. Code 45° 110, Model 2 CAVITES 6. Code 90x 50, Model 2 CAVITIES 7. Code 90° 75, Model 2 CAVITIES 8. Code 90°x 110, Model 1 CAVITY 9. TEE 50, Model 2 CAVITIES 10. TEE 75, Model 2 CAVITIES 11. TEE 110, Model I CAVITY 12. TEE REDUCION 75X50, Model 2 CAVITIES 13. TEE REDUCION 110X50, Model 1 Cavity 14. TEE REDFUCION 110X75, Model 1 Cavity 15. ANILOUNION 50, Model-4 Cavities 16. ANILOUNION475, Model-4 Cavities 17. ANILOUNION 110, Model-2 CAVITIES 18. YEE 50, Model 2 CAVITIES 19. YEE 75, Model 2 CAVITIES 20. YEE 110, Model | CAVITY 21. YEE 75x50, Model 2 CAVITIES 22. YEE 110x 50, Model 1 CAVITY 23. YEE 110x 75, Model I CAVITY 24. REDUCION 75x50, Model 2 CAVITIES 25. REDUCION 110x50, Model 2 CAVITIES 26. REDUCION 110x750, Model 2 CAVITIES 27. TAPON LISO 50, Model 4 Cavities 28. TAPON LISO 75, Model 4 CAVITIES 29. TAPON LISO 110, Model 2 CAVITIES 30. SIFON CARTO PARA PLACA 50, Model 2 CAVITIES 31. MOULD FOR 4" PLAIN TEE RUNNING 32. MOULD FOR U TRAP BODY bbox=[22, 1098, 361, 1317]
paragraph: নগর ঘুরে দেখা গেছে, দিনভর প্রার্থীদের প্রচারণায় মুখর সিলেট নগরী। প্রতিদিন সকাল থেকে রাত পর্যন্ত প্রার্থীরা ও তাদের সমর্থকরা ভোটারদের দ্বারে দ্বারে যাচ্ছেন। bbox=[776, 215, 1188, 235]
table-row: 3. {16-}50 PVC double-strand pipe production line 1 Line bbox=[23, 871, 361, 882]
table-row: 16mm- 1set, 20mm- 1 set, 25mm- 1set, 32 mm, 1 Set, 40mm- 1 set 50mm – 1 set,63mm – 1 set,, 75mm- 1 set, 90mm- 1 set, 110mm- 1 set, bbox=[23, 1054, 361, 1074]
table-row: 23. YEE 110x 75, Model I CAVITY 24. REDUCION 75x50, Model 2 CAVITIES bbox=[23, 1245, 361, 1256]
schedule-9-title: Schedule-9 bbox=[169, 1319, 214, 1330]
table-row: 12. SME 400 miller 1 Set bbox=[23, 976, 361, 987]
paragraph: তিনি সংবাদ সম্মেলনে প্রতিবেদনের উল্লেখযোগ্য দিক তুলে ধরেন। তিনি বলেন, প্রতিবেদনে অভিবাসী কর্মীদের অধিকার সুরক্ষা, ডিজিটাল অভিবাসন ব্যবস্থাপনা এবং দক্ষতা উন্নয়নের ওপর গুরুত্ব দেয়া হয়েছে। bbox=[776, 789, 1188, 809]
schedule-10-table: SL No. List of Local Machineries Items name Unit 1. Local Pipe Machine Purchase 2 Set 2. DB/MBD Board New Import & Local Pipe machine 3 Set 3. Fan Ceiling 15.00 4. Exhaust Fan 10 5. Hammer Drill 1 6. Gas Cylinder 2 7. Double auto Stove (Chula) 2 8. 8" Bench Grinder 1 9. Pump (Motor) Purchase 1 Set 10. Crane Purchase 1 Set 11. Motor Cycle Purchase 1 12. Tower Radio Link for Internet 1 Set 13. Wall Fan 5 14. Tally ERP-9 2 Set 15. Trolley For CNG Carrying 1 16. Gas Cylinder (Trolley) 2 Set 17. VAN purchase Matrials carrying 1 18. CC Camera 15 19. Chain pully Block 1 Set 20. Bench Drill Machine 1 21. Hydraulic Hand Pollet 1 22. Barel Pump (motor) 1 23. Chain 1 Set 24. Stand Fan 7 25. Air Compresser 3 26. Mini Generator 2 27. Spare Parts & Accessories bbox=[387, 96, 749, 422]
table-row: 13. TEE REDUCION 110X50, Model 1 Cavity 14. TEE REDFUCION 110X75, Model 1 Cavity bbox=[23, 1182, 361, 1202]
table-row: 5. Hammer Drill 1 bbox=[388, 154, 749, 166]
table-row: 20. Bench Drill Machine 1 bbox=[388, 328, 749, 340]
table-row: 5. Mold for Hanger 6 Cavities (Design-From 1 to 5) China 1 Set bbox=[388, 671, 749, 683]
table-row: 1. Local Pipe Machine Purchase 2 Set bbox=[388, 108, 749, 120]
table-row: 8. 8" Bench Grinder 1 bbox=[388, 189, 749, 201]
schedule-02-text: District Gazipur, P.S. & Sub Registry Office-Sreepur, Touzi under Gazipur, Collectorate, J.L. No C.S, S.A. & R.S.-15, MOUZA SHATKHAMAIR, Khatian No. C.S-457 & 135, S.A-1176 & 491, R.S.-431, 800 & 261, Plot No C.S & S.A 2551 & 2550, R.S-18235 & 18234, Mutation Khatian No 1176/431, 491/800,491/261,vide Jote No. 193 (shilpa), under Mutation Case No. 627/2013-2014, dated-03.02.2014, Area of land 66.00 (Sixty six point zero zero) decimal with all structure thereon. bbox=[22, 515, 361, 562]
paragraph: প্রচারণায় অংশ হিসেবে গতকাল দুপুরে আখালিয়া এলাকায় গণসংযোগ করেছেন বিএনপি মনোনীত প্রার্থী খন্দকার আব্দুল মুক্তাদির। bbox=[788, 193, 1174, 202]
table-row: 25. REDUCION 110x50, Model 2 CAVITIES 26. REDUCION 110x750, Model 2 CAVITIES bbox=[23, 1255, 361, 1266]
schedule-14-table: SL No List of Particulars vehicle Items Supplier Qty 1. Eicher Pro 1050 complete open truck, cargo body dimension 13'X6.5' (LXW), Ltd. Engine: 3298 CC, Origin: India, Year of production: 2016 Runner Motors Ltd. 1 Unit 2. Eicher Pro 1050 complete covered van, cargo body dimension 13'X6.5' (LXW), Engine: 3298 CC, Origin: India, Year of production: 2016 2 Units 3. Eicher Pro 1075 complete open truck, cargo body dimension 16'X6.7' (LXW), Engine: 3298 CC. Origin: India, Year of production: 2016 2 Units bbox=[387, 948, 749, 1059]
schedule-04-title: SCHEDULE-04 bbox=[163, 657, 220, 667]
notice-subtitle: (অর্থঋণ আদালত আইন, ২০০৩ এর ১২(৩) ধারার বিধান মোতাবেক) bbox=[58, 174, 325, 185]
table-row: 5. {65-} 180 PVC extrusion line with Mixer, Miller Machine 1 Set bbox=[23, 892, 361, 903]
article-kicker: শেষ পৃষ্ঠার পর bbox=[776, 1229, 816, 1237]
article-wetland-day[interactable] bbox=[380, 1268, 756, 1480]
table-row: 9. Moulds for 4 inch back door Tee China 1 Set bbox=[388, 717, 749, 729]
table-row: 4. {63-}160 PVC extrusion line 1 Set bbox=[23, 882, 361, 893]
bank-header bbox=[22, 84, 361, 136]
